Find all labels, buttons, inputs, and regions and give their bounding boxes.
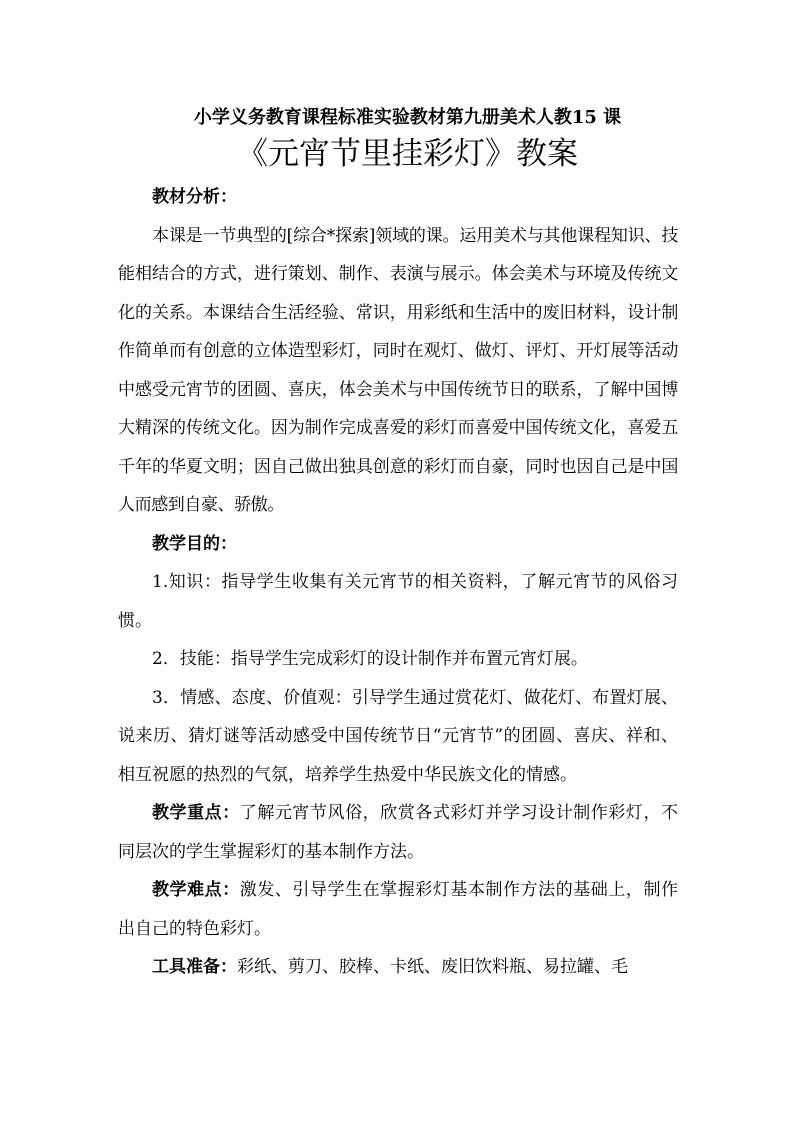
objectives-heading: 教学目的： — [152, 533, 237, 554]
difficulties-text: 激发、引导学生在掌握彩灯基本制作方法的基础上，制作出自己的特色彩灯。 — [118, 880, 679, 939]
key-points-paragraph — [118, 794, 678, 871]
analysis-heading: 教材分析： — [152, 187, 237, 207]
document-body — [118, 178, 678, 987]
key-points-text: 了解元宵节风俗，欣赏各式彩灯并学习设计制作彩灯，不同层次的学生掌握彩灯的基本制作方法。 — [118, 803, 679, 862]
document-title: 《元宵节里挂彩灯》教案 — [237, 136, 578, 172]
objective-emotion: 3．情感、态度、价值观：引导学生通过赏花灯、做花灯、布置灯展、说来历、猜灯谜等活动感受中国传统节日“元宵节”的团圆、喜庆、祥和、相互祝愿的热烈的气氛，培养学生热爱中华民族文化的情感。 — [118, 687, 678, 785]
document-subtitle: 小学义务教育课程标准实验教材第九册美术人教15 课 — [193, 107, 622, 128]
difficulties-label: 教学难点： — [152, 880, 240, 900]
tools-label: 工具准备： — [152, 957, 237, 977]
tools-paragraph — [118, 948, 678, 987]
objective-skills: 2．技能：指导学生完成彩灯的设计制作并布置元宵灯展。 — [152, 649, 588, 669]
tools-text: 彩纸、剪刀、胶棒、卡纸、废旧饮料瓶、易拉罐、毛 — [237, 957, 628, 977]
key-points-label: 教学重点： — [152, 803, 240, 823]
objective-knowledge: 1.知识：指导学生收集有关元宵节的相关资料，了解元宵节的风俗习惯。 — [118, 572, 678, 631]
analysis-paragraph: 本课是一节典型的[综合*探索]领域的课。运用美术与其他课程知识、技能相结合的方式，进行策划、制作、表演与展示。体会美术与环境及传统文化的关系。本课结合生活经验、常识，用彩纸和生活中的废旧材料，设计制作简单而有创意的立体造型彩灯，同时在观灯、做灯、评灯、开灯展等活动中感受元宵节的团圆、喜庆，体会美术与中国传统节日的联系，了解中国博大精深的传统文化。因为制作完成喜爱的彩灯而喜爱中国传统文化，喜爱五千年的华夏文明；因自己做出独具创意的彩灯而自豪，同时也因自己是中国人而感到自豪、骄傲。 — [118, 225, 678, 515]
difficulties-paragraph — [118, 871, 678, 948]
